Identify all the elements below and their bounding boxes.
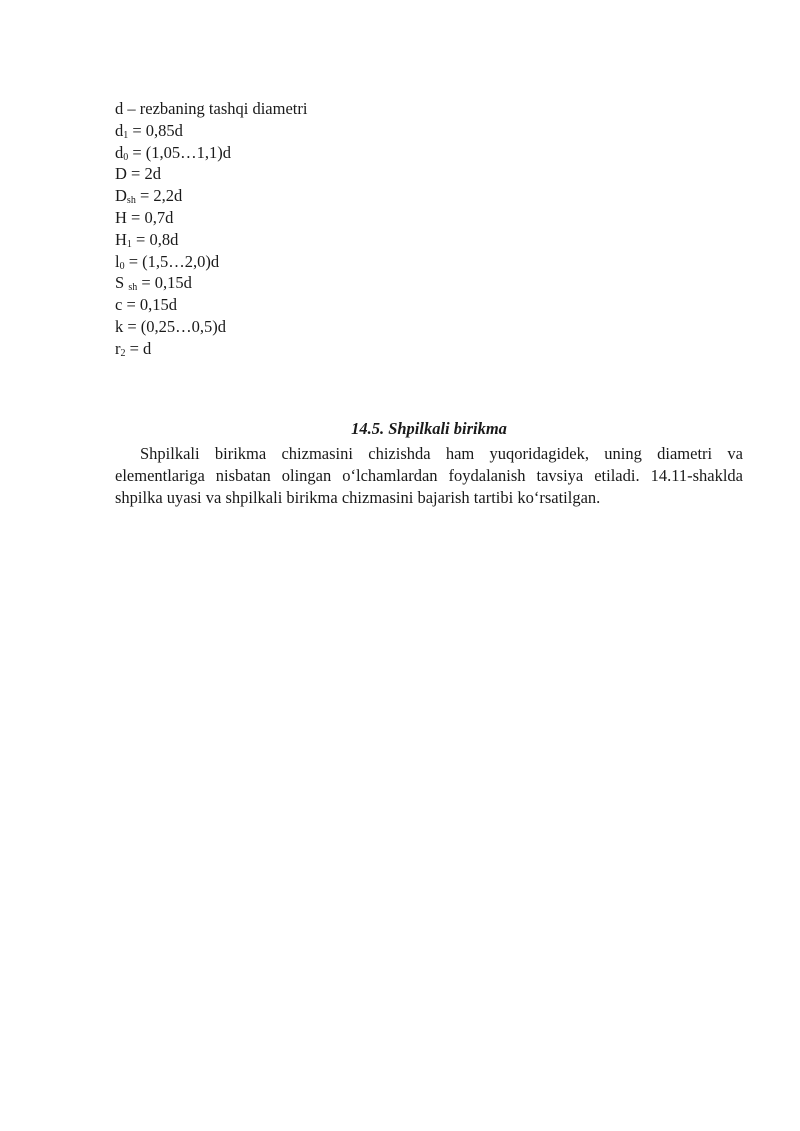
formula-list bbox=[115, 98, 715, 360]
formula-line-d1 bbox=[115, 120, 715, 142]
formula-value: = d bbox=[125, 338, 152, 358]
formula-subscript: 1 bbox=[123, 129, 129, 141]
formula-value: = 2,2d bbox=[135, 186, 183, 206]
formula-symbol: l bbox=[115, 251, 120, 271]
formula-symbol: S bbox=[115, 273, 129, 293]
formula-line-Ssh bbox=[115, 272, 715, 294]
formula-text: D = 2d bbox=[115, 164, 161, 184]
formula-subscript: 1 bbox=[126, 238, 132, 250]
formula-line-c bbox=[115, 294, 715, 316]
formula-line-H1 bbox=[115, 229, 715, 251]
formula-subscript: sh bbox=[126, 195, 136, 207]
formula-value: = 0,15d bbox=[137, 273, 192, 293]
formula-subscript: 0 bbox=[123, 151, 129, 163]
formula-line-D bbox=[115, 163, 715, 185]
formula-value: = 0,85d bbox=[128, 120, 183, 140]
formula-subscript: 0 bbox=[119, 260, 125, 272]
formula-text: k = (0,25…0,5)d bbox=[115, 316, 227, 336]
formula-line-l0 bbox=[115, 251, 715, 273]
formula-text: d – rezbaning tashqi diametri bbox=[115, 99, 308, 118]
formula-line-H bbox=[115, 207, 715, 229]
body-paragraph: Shpilkali birikma chizmasini chizishda ham yuqoridagidek, uning diametri va elementlariga nisbatan olingan o‘lchamlardan foydalanish tavsiya etiladi. 14.11-shaklda shpilka uyasi va shpilkali birikma chizmasini bajarish tartibi ko‘rsatilgan. bbox=[115, 444, 743, 507]
formula-value: = (1,5…2,0)d bbox=[124, 251, 220, 271]
formula-value: = 0,8d bbox=[131, 229, 179, 249]
formula-symbol: H bbox=[115, 229, 127, 249]
formula-text: c = 0,15d bbox=[115, 295, 178, 315]
formula-symbol: r bbox=[115, 338, 121, 358]
formula-line-k bbox=[115, 316, 715, 338]
formula-symbol: d bbox=[115, 120, 124, 140]
formula-subscript: 2 bbox=[120, 347, 126, 359]
formula-text: H = 0,7d bbox=[115, 207, 174, 227]
formula-value: = (1,05…1,1)d bbox=[128, 142, 232, 162]
formula-subscript: sh bbox=[128, 282, 138, 294]
formula-line-thread-diameter bbox=[115, 98, 715, 120]
section-heading: 14.5. Shpilkali birikma bbox=[351, 419, 507, 438]
formula-line-Dsh bbox=[115, 185, 715, 207]
formula-line-r2 bbox=[115, 338, 715, 360]
formula-symbol: d bbox=[115, 142, 124, 162]
formula-line-d0 bbox=[115, 142, 715, 164]
formula-symbol: D bbox=[115, 186, 127, 206]
